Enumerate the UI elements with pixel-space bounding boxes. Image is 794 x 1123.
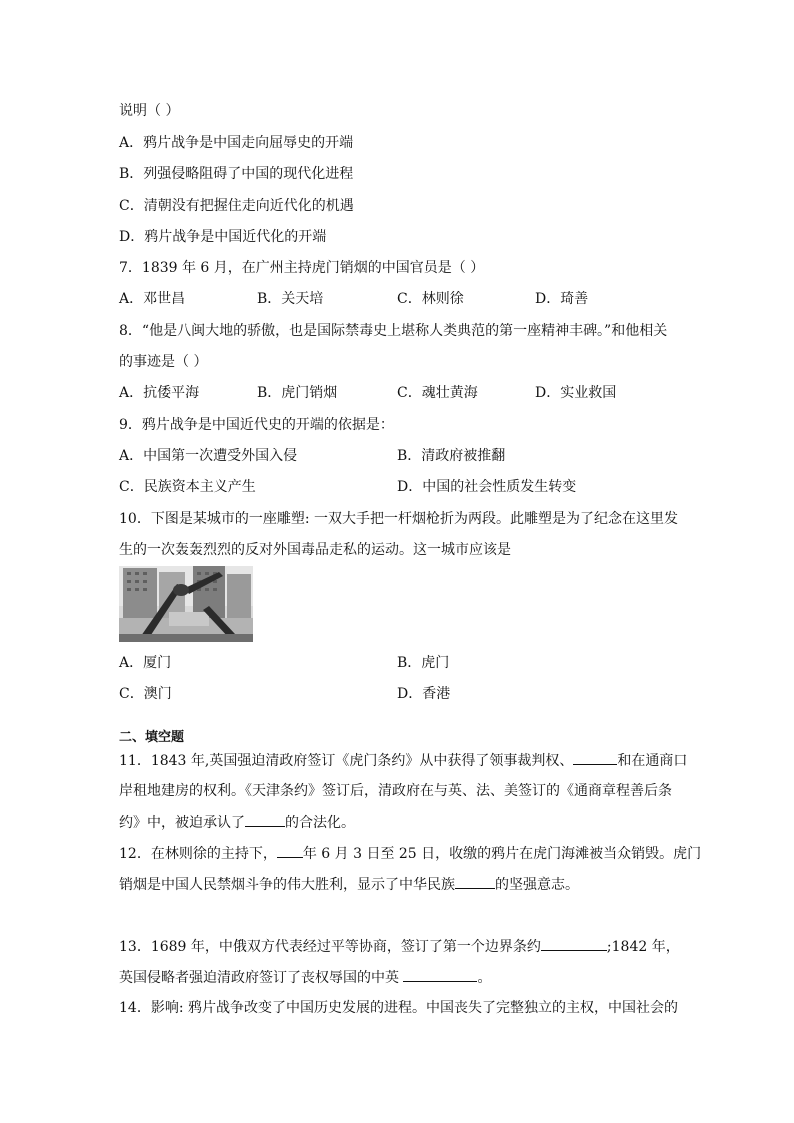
q12-line1 [119,843,701,864]
q6-stem: 说明（ ） [119,103,180,119]
q8-option-c: C．魂壮黄海 [397,385,478,401]
q11-text-a: 11．1843 年,英国强迫清政府签订《虎门条约》从中获得了领事裁判权、 [119,753,574,769]
q12-text-c: 销烟是中国人民禁烟斗争的伟大胜利，显示了中华民族 [119,877,455,893]
q12-text-d: 的坚强意志。 [495,877,579,893]
q12-text-a: 12．在林则徐的主持下， [119,846,277,862]
q10-option-a: A．厦门 [119,655,172,671]
q11-line3 [119,812,355,833]
q8-option-a: A．抗倭平海 [119,385,200,401]
sculpture-photo [119,566,253,642]
q12-blank-1[interactable] [277,843,303,858]
q12-line2 [119,874,579,895]
q10-option-b: B．虎门 [397,655,450,671]
q13-text-d: 。 [477,970,492,986]
q13-blank-2[interactable] [403,967,477,982]
q9-option-b: B．清政府被推翻 [397,448,506,464]
q11-line2: 岸租地建房的权利。《天津条约》签订后，清政府在与英、法、美签订的《通商章程善后条 [119,783,672,799]
q7-option-b: B．关天培 [257,291,324,307]
q6-option-b: B．列强侵略阻碍了中国的现代化进程 [119,166,354,182]
q11-text-b: 和在通商口 [617,753,688,769]
q13-line1 [119,936,680,957]
q9-stem: 9．鸦片战争是中国近代史的开端的依据是： [119,417,394,433]
q11-text-d: 的合法化。 [285,815,355,831]
q14-line1: 14．影响: 鸦片战争改变了中国历史发展的进程。中国丧失了完整独立的主权，中国社会的 [119,1000,678,1016]
q12-blank-2[interactable] [455,874,495,889]
q6-option-d: D．鸦片战争是中国近代化的开端 [119,229,327,245]
q11-text-c: 约》中，被迫承认了 [119,815,245,831]
q8-stem-line1: 8．“他是八闽大地的骄傲，也是国际禁毒史上堪称人类典范的第一座精神丰碑。”和他相关 [119,323,668,339]
q8-option-b: B．虎门销烟 [257,385,338,401]
q10-option-c: C．澳门 [119,686,172,702]
q11-blank-1[interactable] [573,750,617,765]
q10-option-d: D．香港 [397,686,451,702]
q9-option-c: C．民族资本主义产生 [119,479,256,495]
q10-stem-line2: 生的一次轰轰烈烈的反对外国毒品走私的运动。这一城市应该是 [119,542,511,558]
q13-text-c: 英国侵略者强迫清政府签订了丧权辱国的中英 [119,970,404,986]
q13-line2 [119,967,491,988]
q12-text-b: 年 6 月 3 日至 25 日，收缴的鸦片在虎门海滩被当众销毁。虎门 [302,846,702,862]
q9-option-d: D．中国的社会性质发生转变 [397,479,577,495]
q6-option-a: A．鸦片战争是中国走向屈辱史的开端 [119,135,354,151]
q8-option-d: D．实业救国 [535,385,617,401]
q13-blank-1[interactable] [541,936,607,951]
q9-option-a: A．中国第一次遭受外国入侵 [119,448,298,464]
q11-line1 [119,750,687,771]
q10-stem-line1: 10．下图是某城市的一座雕塑: 一双大手把一杆烟枪折为两段。此雕塑是为了纪念在这里发 [119,511,678,527]
q8-stem-line2: 的事迹是（ ） [119,354,208,370]
q7-option-c: C．林则徐 [397,291,464,307]
q7-stem: 7．1839 年 6 月，在广州主持虎门销烟的中国官员是（ ） [119,260,485,276]
section-title-fill-blank: 二、填空题 [119,730,185,745]
sculpture-photo-graphic [119,566,253,642]
q13-text-a: 13．1689 年，中俄双方代表经过平等协商，签订了第一个边界条约 [119,939,541,955]
q7-option-d: D．琦善 [535,291,589,307]
q13-text-b: ;1842 年， [606,939,680,955]
q11-blank-2[interactable] [245,812,285,827]
q7-option-a: A．邓世昌 [119,291,186,307]
q6-option-c: C．清朝没有把握住走向近代化的机遇 [119,198,354,214]
